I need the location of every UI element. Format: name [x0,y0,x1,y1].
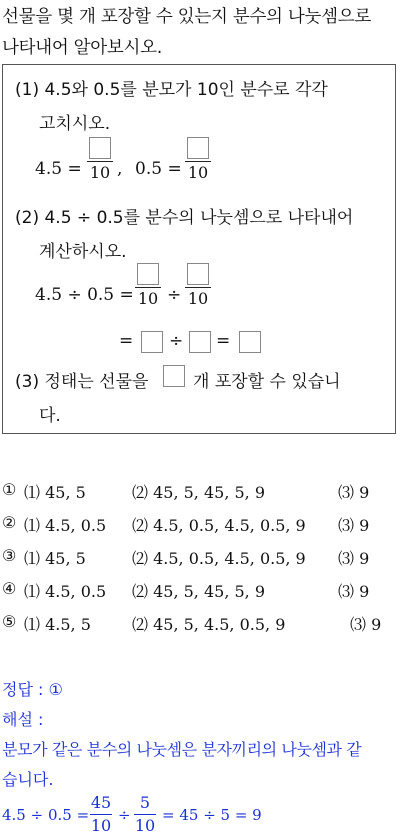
denominator: 10 [137,289,159,308]
choice-part2: ⑵ 45, 5, 45, 5, 9 [132,582,266,601]
fraction-bar [185,161,211,162]
explanation-line-1: 분모가 같은 분수의 나눗셈은 분자끼리의 나눗셈과 같 [2,740,362,759]
choice-part3: ⑶ 9 [350,615,382,634]
choice-part2: ⑵ 4.5, 0.5, 4.5, 0.5, 9 [132,549,306,568]
numerator-blank[interactable] [137,263,159,285]
answer-blank-result[interactable] [239,331,261,353]
part3-suffix: 개 포장할 수 있습니 [193,372,341,392]
fraction-bar [87,161,113,162]
choice-part1: ⑴ 4.5, 0.5 [24,582,107,601]
equals-sign: = [216,331,231,351]
fraction-45-10 [90,794,112,835]
part2-line2: 계산하시오. [39,242,127,262]
choice-mark: ① [2,480,17,499]
choice-part1: ⑴ 4.5, 5 [24,615,91,634]
question-line-1: 선물을 몇 개 포장할 수 있는지 분수의 나눗셈으로 [2,7,371,27]
answer-label: 정답 : ① [2,680,63,699]
fraction-bar [90,814,112,815]
question-line-2: 나타내어 알아보시오. [2,38,162,58]
explanation-equation [2,794,398,834]
numerator: 5 [139,793,151,812]
numerator-blank[interactable] [187,137,209,159]
choice-mark: ③ [2,546,17,565]
explanation-label: 해설 : [2,710,44,729]
eq-4-5: 4.5 = [35,159,82,179]
eq-rhs: = 45 ÷ 5 = 9 [162,806,262,824]
choice-part1: ⑴ 4.5, 0.5 [24,516,107,535]
gift-count-blank[interactable] [163,365,185,387]
problem-box [2,64,396,434]
answer-blank-numer[interactable] [141,331,163,353]
divide-sign: ÷ [169,331,184,351]
fraction-5-10 [134,794,156,835]
comma: , [117,159,123,179]
fraction-bar [185,287,211,288]
denominator: 10 [134,816,156,835]
part1-line2: 고치시오. [39,114,111,134]
choice-part3: ⑶ 9 [338,483,370,502]
fraction-blank-c [135,263,161,308]
numerator: 45 [90,793,112,812]
eq-division-lhs: 4.5 ÷ 0.5 = [35,285,134,305]
denominator: 10 [89,163,111,182]
choice-part2: ⑵ 45, 5, 4.5, 0.5, 9 [132,615,286,634]
fraction-blank-b [185,137,211,182]
numerator-blank[interactable] [187,263,209,285]
divide-sign: ÷ [118,806,131,824]
explanation-line-2: 습니다. [2,770,54,789]
divide-sign: ÷ [167,285,182,305]
part3-line2: 다. [39,406,61,426]
fraction-blank-a [87,137,113,182]
fraction-bar [135,287,161,288]
answer-blank-denom[interactable] [189,331,211,353]
part1-line1: (1) 4.5와 0.5를 분모가 10인 분수로 각각 [15,80,328,100]
choice-part1: ⑴ 45, 5 [24,549,86,568]
choice-mark: ④ [2,579,17,598]
equals-sign: = [119,331,134,351]
eq-0-5: 0.5 = [135,159,182,179]
numerator-blank[interactable] [89,137,111,159]
choice-part3: ⑶ 9 [338,516,370,535]
part2-line1: (2) 4.5 ÷ 0.5를 분수의 나눗셈으로 나타내어 [15,208,354,228]
choice-part1: ⑴ 45, 5 [24,483,86,502]
part3-prefix: (3) 정태는 선물을 [15,372,149,392]
choice-part2: ⑵ 4.5, 0.5, 4.5, 0.5, 9 [132,516,306,535]
choice-part3: ⑶ 9 [338,582,370,601]
fraction-blank-d [185,263,211,308]
denominator: 10 [187,289,209,308]
fraction-bar [134,814,156,815]
denominator: 10 [90,816,112,835]
choice-mark: ⑤ [2,612,17,631]
choice-part2: ⑵ 45, 5, 45, 5, 9 [132,483,266,502]
choice-mark: ② [2,513,17,532]
eq-lhs: 4.5 ÷ 0.5 = [2,806,90,824]
denominator: 10 [187,163,209,182]
choice-part3: ⑶ 9 [338,549,370,568]
question-text [2,2,398,64]
